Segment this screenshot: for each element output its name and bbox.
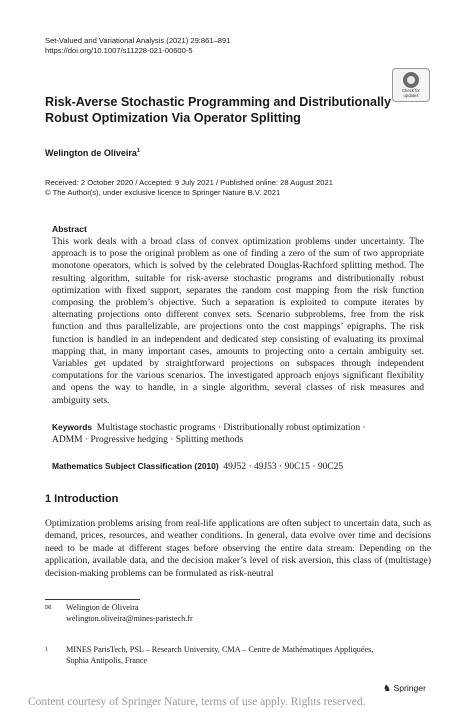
abstract-heading: Abstract bbox=[52, 224, 87, 234]
introduction-heading: 1 Introduction bbox=[45, 493, 119, 505]
affiliation-footnote bbox=[45, 645, 435, 667]
author-name[interactable]: Welington de Oliveira bbox=[45, 148, 137, 158]
publisher-name: Springer bbox=[393, 683, 426, 693]
doi-link[interactable]: https://doi.org/10.1007/s11228-021-00600-5 bbox=[45, 46, 193, 56]
journal-header bbox=[45, 36, 230, 57]
envelope-icon: ✉ bbox=[45, 603, 52, 612]
article-history: Received: 2 October 2020 / Accepted: 9 July 2021 / Published online: 28 August 2021 bbox=[45, 178, 333, 187]
paper-title bbox=[45, 95, 395, 126]
check-for-updates-badge[interactable] bbox=[392, 68, 430, 102]
author-line bbox=[45, 148, 140, 158]
affiliation-line2: Sophia Antipolis, France bbox=[66, 655, 148, 665]
keywords bbox=[52, 421, 424, 446]
footnote-divider bbox=[45, 599, 140, 600]
corresponding-author bbox=[45, 603, 193, 625]
title-line2: Robust Optimization Via Operator Splitting bbox=[45, 110, 301, 125]
contact-name: Welington de Oliveira bbox=[66, 603, 139, 612]
springer-mark bbox=[383, 683, 426, 694]
title-line1: Risk-Averse Stochastic Programming and Distributionally bbox=[45, 95, 391, 109]
affiliation-line1: MINES ParisTech, PSL – Research University, CMA – Centre de Mathématiques Appliquées, bbox=[66, 645, 374, 654]
badge-line2: updates bbox=[403, 92, 419, 98]
affiliation-number: 1 bbox=[45, 647, 48, 653]
keywords-line1: Multistage stochastic programs · Distributionally robust optimization · bbox=[96, 423, 366, 433]
copyright-line: © The Author(s), under exclusive licence to Springer Nature B.V. 2021 bbox=[45, 188, 281, 198]
abstract-text: This work deals with a broad class of convex optimization problems under uncertainty. The approach is to pose the original problem as one of finding a zero of the sum of two appropriate monotone operators, which is solved by the celebrated Douglas-Rachford splitting method. The resulting algorithm, suitable for risk-averse stochastic programs and distributionally robust optimization with fixed support, separates the random cost mapping from the risk function composing the problem’s objective. Such a separation is exploited to compute iterates by alternating projections onto different convex sets. Scenario subproblems, free from the risk function and thus parallelizable, are projections onto the cost mappings’ epigraphs. The risk function is handled in an independent and dedicated step consisting of evaluating its proximal mapping that, in many important cases, amounts to projecting onto a certain ambiguity set. Variables get updated by straightforward projections on subspaces through independent computations for the various scenarios. The investigated approach enjoys significant flexibility and opens the way to handle, in a single algorithm, several classes of risk measures and ambiguity sets. bbox=[52, 237, 424, 406]
contact-email[interactable]: welington.oliveira@mines-paristech.fr bbox=[66, 613, 193, 623]
journal-citation: Set-Valued and Variational Analysis (2021) 29:861–891 bbox=[45, 36, 231, 45]
msc-label: Mathematics Subject Classification (2010) bbox=[52, 461, 219, 471]
updates-icon bbox=[403, 72, 419, 88]
article-dates bbox=[45, 178, 425, 199]
affiliation-mark: 1 bbox=[136, 148, 140, 154]
introduction-text: Optimization problems arising from real-life applications are often subject to uncertain data, such as demand, prices, resources, and weather conditions. In general, data evolve over time and decisions need to be made at different stages before observing the entire data stream. Depending on the application, available data, and the decision maker’s level of risk aversion, this class of (multistage) decision-making problems can be formulated as risk-neutral bbox=[45, 519, 431, 579]
msc-codes: 49J52 · 49J53 · 90C15 · 90C25 bbox=[223, 462, 344, 472]
badge-line1: Check for bbox=[402, 88, 420, 93]
msc-classification bbox=[52, 460, 424, 473]
courtesy-footer: Content courtesy of Springer Nature, terms of use apply. Rights reserved. bbox=[28, 696, 366, 708]
springer-horse-icon: ♞ bbox=[383, 684, 392, 694]
keywords-label: Keywords bbox=[52, 422, 93, 432]
keywords-line2: ADMM · Progressive hedging · Splitting methods bbox=[52, 435, 244, 446]
